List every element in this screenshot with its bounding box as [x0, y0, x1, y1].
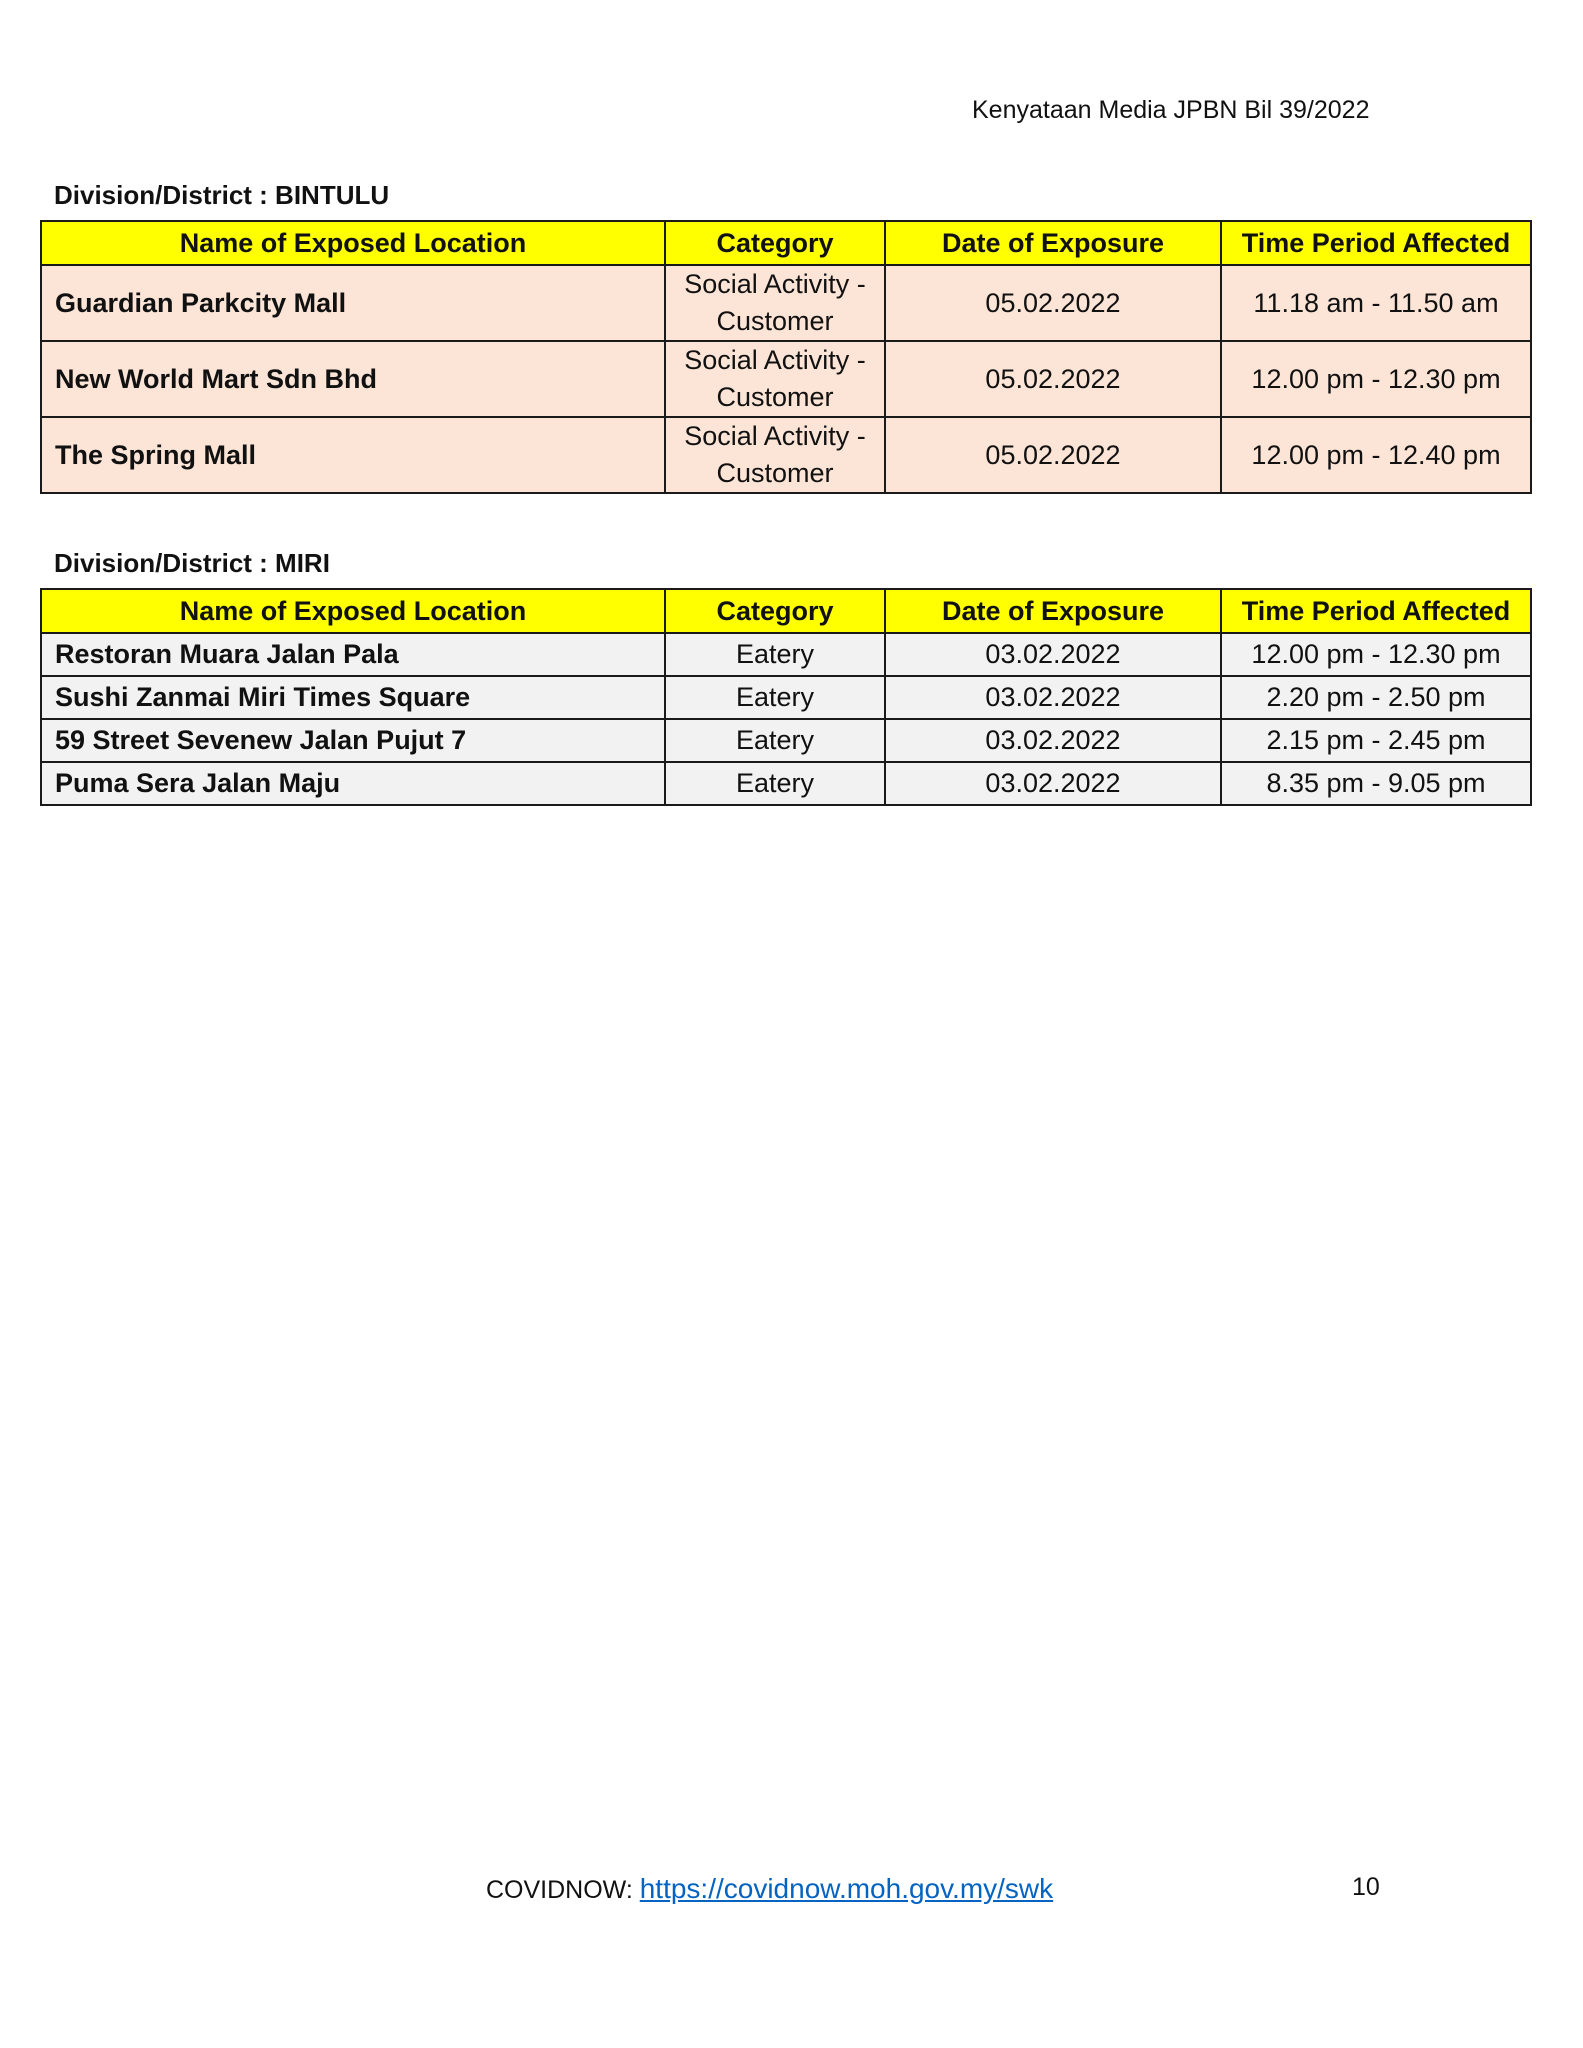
bintulu-exposure-table [40, 220, 1532, 494]
miri-section [40, 546, 1530, 806]
category-line: Social Activity - [684, 269, 866, 299]
table-row [41, 417, 1531, 493]
location-name: Restoran Muara Jalan Pala [41, 633, 665, 676]
category-cell: Eatery [665, 633, 885, 676]
column-header-location: Name of Exposed Location [41, 221, 665, 265]
table-row [41, 762, 1531, 805]
category-cell [665, 417, 885, 493]
category-cell [665, 265, 885, 341]
exposure-date: 03.02.2022 [885, 762, 1221, 805]
category-cell [665, 341, 885, 417]
table-row [41, 341, 1531, 417]
category-line: Customer [716, 382, 834, 412]
location-name: Guardian Parkcity Mall [41, 265, 665, 341]
time-period: 11.18 am - 11.50 am [1221, 265, 1531, 341]
category-cell: Eatery [665, 719, 885, 762]
time-period: 2.15 pm - 2.45 pm [1221, 719, 1531, 762]
document-reference: Kenyataan Media JPBN Bil 39/2022 [972, 96, 1370, 124]
exposure-date: 03.02.2022 [885, 719, 1221, 762]
division-title-bintulu: Division/District : BINTULU [54, 180, 390, 210]
time-period: 12.00 pm - 12.40 pm [1221, 417, 1531, 493]
division-title-miri: Division/District : MIRI [54, 548, 330, 578]
exposure-date: 05.02.2022 [885, 341, 1221, 417]
footer-label: COVIDNOW: [486, 1876, 640, 1904]
footer-covidnow [486, 1873, 1053, 1905]
page-number: 10 [1352, 1873, 1380, 1901]
time-period: 12.00 pm - 12.30 pm [1221, 633, 1531, 676]
column-header-location: Name of Exposed Location [41, 589, 665, 633]
column-header-date: Date of Exposure [885, 589, 1221, 633]
column-header-time: Time Period Affected [1221, 221, 1531, 265]
category-line: Customer [716, 458, 834, 488]
exposure-date: 05.02.2022 [885, 417, 1221, 493]
table-row [41, 633, 1531, 676]
column-header-category: Category [665, 221, 885, 265]
time-period: 2.20 pm - 2.50 pm [1221, 676, 1531, 719]
time-period: 8.35 pm - 9.05 pm [1221, 762, 1531, 805]
table-header-row [41, 589, 1531, 633]
column-header-date: Date of Exposure [885, 221, 1221, 265]
exposure-date: 05.02.2022 [885, 265, 1221, 341]
covidnow-link[interactable]: https://covidnow.moh.gov.my/swk [639, 1873, 1054, 1904]
table-header-row [41, 221, 1531, 265]
column-header-category: Category [665, 589, 885, 633]
location-name: Puma Sera Jalan Maju [41, 762, 665, 805]
table-row [41, 719, 1531, 762]
location-name: The Spring Mall [41, 417, 665, 493]
location-name: Sushi Zanmai Miri Times Square [41, 676, 665, 719]
exposure-date: 03.02.2022 [885, 633, 1221, 676]
category-cell: Eatery [665, 762, 885, 805]
category-line: Social Activity - [684, 345, 866, 375]
time-period: 12.00 pm - 12.30 pm [1221, 341, 1531, 417]
miri-exposure-table [40, 588, 1532, 806]
table-row [41, 265, 1531, 341]
category-line: Customer [716, 306, 834, 336]
bintulu-section [40, 178, 1530, 494]
category-line: Social Activity - [684, 421, 866, 451]
table-row [41, 676, 1531, 719]
exposure-date: 03.02.2022 [885, 676, 1221, 719]
location-name: 59 Street Sevenew Jalan Pujut 7 [41, 719, 665, 762]
column-header-time: Time Period Affected [1221, 589, 1531, 633]
location-name: New World Mart Sdn Bhd [41, 341, 665, 417]
category-cell: Eatery [665, 676, 885, 719]
